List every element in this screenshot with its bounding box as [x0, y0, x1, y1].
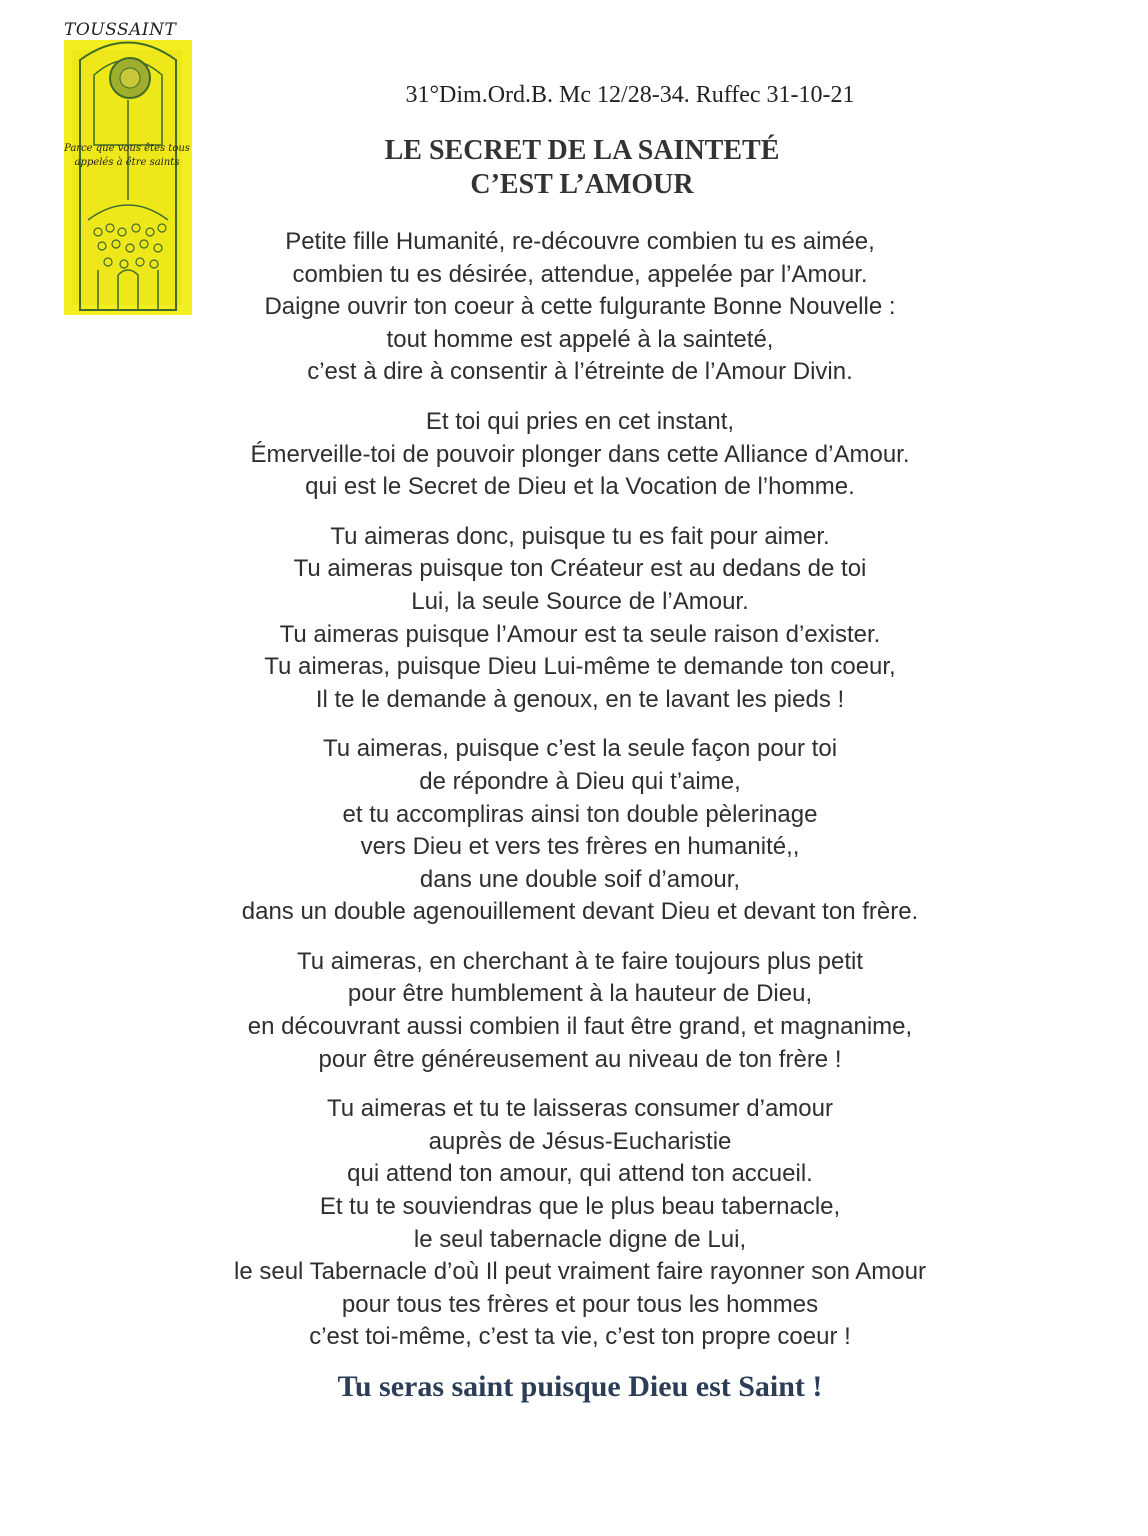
emblem-caption-line: Parce que vous êtes tous	[64, 143, 190, 154]
liturgical-reference: 31°Dim.Ord.B. Mc 12/28-34. Ruffec 31-10-21	[405, 82, 855, 108]
poem-line: Et tu te souviendras que le plus beau tabernacle,	[319, 1193, 841, 1221]
title-line: C’EST L’AMOUR	[470, 169, 694, 200]
poem-line: en découvrant aussi combien il faut être grand, et magnanime,	[247, 1013, 913, 1041]
poem-line: c’est toi-même, c’est ta vie, c’est ton propre coeur !	[309, 1323, 851, 1351]
page-title	[200, 134, 964, 202]
poem-line: Tu aimeras donc, puisque tu es fait pour aimer.	[330, 522, 830, 550]
emblem-caption-line: appelés à être saints	[74, 157, 180, 168]
poem-line: Et toi qui pries en cet instant,	[425, 407, 735, 435]
stanza	[100, 226, 1060, 389]
poem-line: combien tu es désirée, attendue, appelée par l’Amour.	[292, 260, 868, 288]
emblem-title: TOUSSAINT	[64, 20, 177, 40]
poem-line: dans une double soif d’amour,	[419, 865, 741, 893]
poem-line: Émerveille-toi de pouvoir plonger dans cette Alliance d’Amour.	[250, 440, 910, 468]
poem-line: dans un double agenouillement devant Dieu et devant ton frère.	[241, 898, 919, 926]
poem-line: Daigne ouvrir ton coeur à cette fulgurante Bonne Nouvelle :	[264, 293, 896, 321]
poem-line: tout homme est appelé à la sainteté,	[386, 325, 774, 353]
poem-line: qui est le Secret de Dieu et la Vocation de l’homme.	[305, 473, 855, 501]
closing-line: Tu seras saint puisque Dieu est Saint !	[337, 1370, 823, 1403]
poem-line: Tu aimeras, en cherchant à te faire toujours plus petit	[296, 947, 864, 975]
title-line: LE SECRET DE LA SAINTETÉ	[384, 135, 780, 166]
poem-line: Il te le demande à genoux, en te lavant les pieds !	[315, 685, 845, 713]
poem-line: Petite fille Humanité, re-découvre combien tu es aimée,	[285, 228, 875, 255]
poem-line: Tu aimeras et tu te laisseras consumer d’amour	[327, 1095, 833, 1123]
poem-body	[100, 226, 1060, 1371]
poem-line: pour être généreusement au niveau de ton frère !	[318, 1045, 842, 1073]
poem-line: vers Dieu et vers tes frères en humanité,,	[360, 833, 800, 861]
stanza	[100, 521, 1060, 717]
poem-line: Lui, la seule Source de l’Amour.	[411, 587, 749, 615]
poem-line: auprès de Jésus-Eucharistie	[428, 1127, 732, 1155]
poem-line: et tu accompliras ainsi ton double pèlerinage	[342, 800, 818, 828]
stanza	[100, 1093, 1060, 1354]
poem-line: Tu aimeras puisque l’Amour est ta seule raison d’exister.	[279, 620, 881, 648]
poem-line: pour être humblement à la hauteur de Dieu,	[347, 980, 813, 1008]
emblem-caption	[58, 142, 196, 170]
poem-line: le seul Tabernacle d’où Il peut vraiment faire rayonner son Amour	[234, 1258, 926, 1286]
poem-line: Tu aimeras, puisque Dieu Lui-même te demande ton coeur,	[264, 653, 896, 681]
poem-line: c’est à dire à consentir à l’étreinte de l’Amour Divin.	[307, 358, 853, 386]
stanza	[100, 406, 1060, 504]
poem-line: Tu aimeras, puisque c’est la seule façon pour toi	[322, 735, 838, 763]
poem-line: de répondre à Dieu qui t’aime,	[419, 767, 741, 795]
poem-line: qui attend ton amour, qui attend ton accueil.	[347, 1160, 813, 1188]
stanza	[100, 733, 1060, 929]
poem-line: pour tous tes frères et pour tous les hommes	[341, 1290, 819, 1318]
stanza	[100, 946, 1060, 1076]
poem-line: le seul tabernacle digne de Lui,	[413, 1225, 747, 1253]
poem-line: Tu aimeras puisque ton Créateur est au dedans de toi	[293, 555, 867, 583]
